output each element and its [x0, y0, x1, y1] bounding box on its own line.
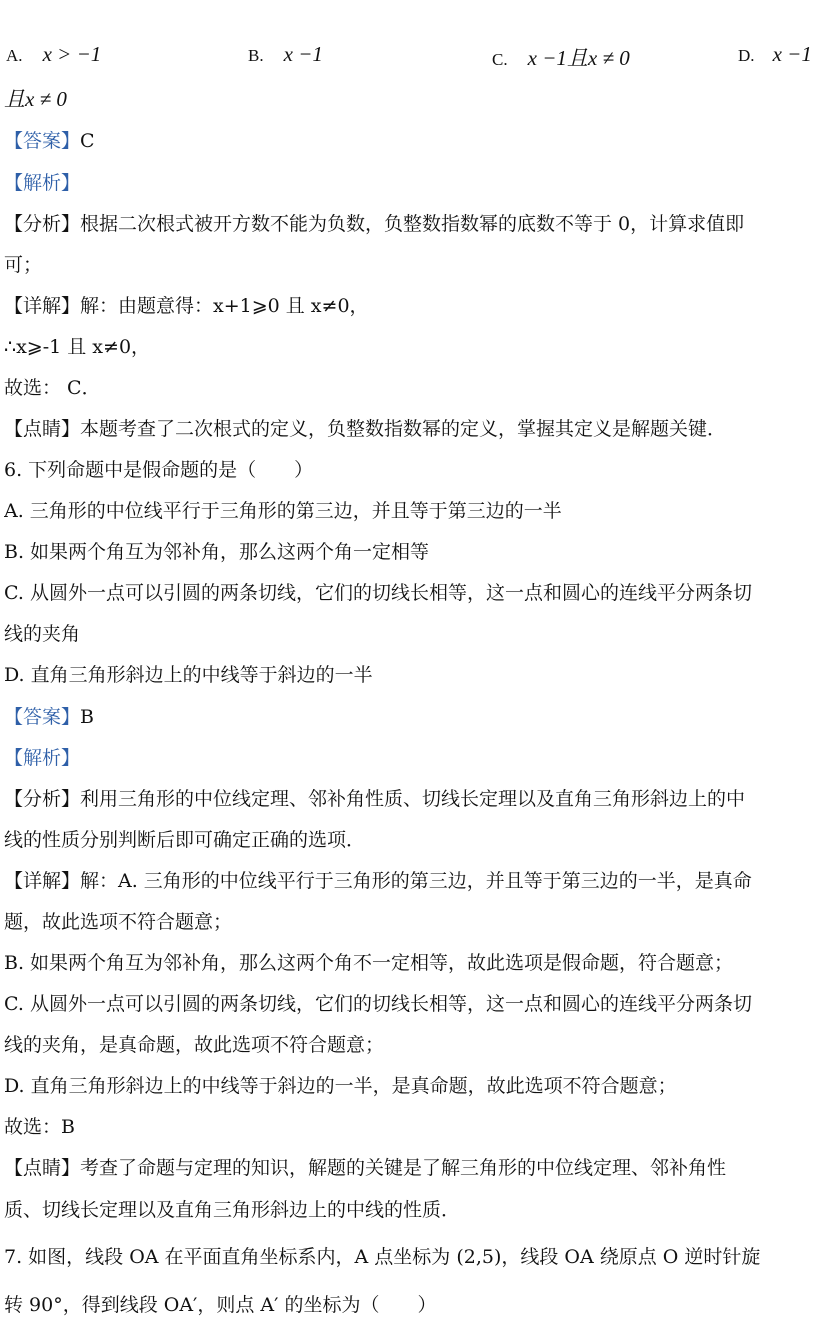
analysis-text: 可； [4, 254, 43, 276]
option-a [6, 42, 101, 67]
answer-value: B [80, 706, 94, 728]
option-label: C. [492, 50, 508, 69]
question-stem: 7. 如图，线段 OA 在平面直角坐标系内，A 点坐标为 (2,5)，线段 OA 绕原点 O 逆时针旋 [4, 1246, 761, 1268]
question-stem: 6. 下列命题中是假命题的是（ ） [4, 459, 314, 481]
solution-text: D. 直角三角形斜边上的中线等于斜边的一半，是真命题，故此选项不符合题意； [4, 1075, 677, 1097]
answer-line [4, 128, 836, 154]
option-label: A. [6, 46, 23, 65]
comment-text: 质、切线长定理以及直角三角形斜边上的中线的性质． [4, 1199, 461, 1221]
solution-text: 【详解】解：A. 三角形的中位线平行于三角形的第三边，并且等于第三边的一半，是真命 [4, 870, 752, 892]
analysis-text: 【分析】根据二次根式被开方数不能为负数，负整数指数幂的底数不等于 0，计算求值即 [4, 213, 745, 235]
solution-text: 题，故此选项不符合题意； [4, 911, 233, 933]
solution-text: 故选：B [4, 1116, 75, 1138]
solution-text: 线的夹角，是真命题，故此选项不符合题意； [4, 1034, 385, 1056]
analysis-tag: 【解析】 [4, 747, 81, 769]
solution-text: 【详解】解：由题意得：x+1⩾0 且 x≠0， [4, 295, 369, 317]
option-a: A. 三角形的中位线平行于三角形的第三边，并且等于第三边的一半 [4, 500, 562, 522]
solution-text: 故选： C． [4, 377, 101, 399]
answer-value: C [80, 130, 95, 152]
option-expr: x > −1 [42, 42, 102, 66]
answer-tag: 【答案】 [4, 706, 81, 728]
option-d-continued: 且x ≠ 0 [4, 87, 67, 111]
option-c [492, 42, 630, 72]
option-d: D. 直角三角形斜边上的中线等于斜边的一半 [4, 664, 373, 686]
analysis-text: 【分析】利用三角形的中位线定理、邻补角性质、切线长定理以及直角三角形斜边上的中 [4, 788, 746, 810]
option-d [738, 42, 812, 67]
option-expr: x −1 [772, 42, 812, 66]
solution-text: ∴x⩾-1 且 x≠0， [4, 336, 151, 358]
comment-text: 【点睛】考查了命题与定理的知识，解题的关键是了解三角形的中位线定理、邻补角性 [4, 1157, 727, 1179]
option-c-continued: 线的夹角 [4, 623, 81, 645]
solution-text: B. 如果两个角互为邻补角，那么这两个角不一定相等，故此选项是假命题，符合题意； [4, 952, 734, 974]
analysis-tag: 【解析】 [4, 172, 81, 194]
comment-text: 【点睛】本题考查了二次根式的定义，负整数指数幂的定义，掌握其定义是解题关键． [4, 418, 727, 440]
analysis-text: 线的性质分别判断后即可确定正确的选项． [4, 829, 366, 851]
option-label: B. [248, 46, 264, 65]
solution-text: C. 从圆外一点可以引圆的两条切线，它们的切线长相等，这一点和圆心的连线平分两条切 [4, 993, 752, 1015]
option-b [248, 42, 323, 67]
option-b: B. 如果两个角互为邻补角，那么这两个角一定相等 [4, 541, 430, 563]
option-expr: x −1 [283, 42, 323, 66]
answer-line [4, 704, 836, 730]
question-stem-continued: 转 90°，得到线段 OA′，则点 A′ 的坐标为（ ） [4, 1294, 437, 1316]
option-label: D. [738, 46, 755, 65]
option-c: C. 从圆外一点可以引圆的两条切线，它们的切线长相等，这一点和圆心的连线平分两条切 [4, 582, 752, 604]
option-expr: x −1且x ≠ 0 [527, 46, 630, 70]
answer-tag: 【答案】 [4, 130, 81, 152]
